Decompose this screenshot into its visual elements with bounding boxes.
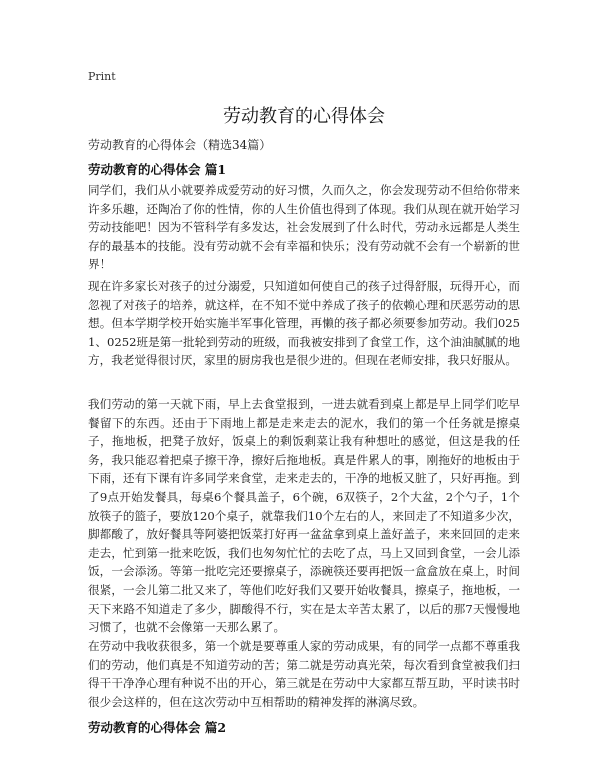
print-link[interactable]: Print	[88, 70, 116, 83]
section-heading-1: 劳动教育的心得体会 篇1	[88, 162, 227, 177]
document-subtitle: 劳动教育的心得体会（精选34篇）	[88, 138, 272, 152]
paragraph: 现在许多家长对孩子的过分溺爱，只知道如何使自己的孩子过得舒服，玩得开心，而忽视了对孩子的培养，就这样，在不知不觉中养成了孩子的依赖心理和厌恶劳动的思想。但本学期学校开始实施半军事化管理，再懒的孩子都必须要参加劳动。我们0251、0252班是第一批轮到劳动的班级，而我被安排到了食堂工作，这个油油腻腻的地方，我老觉得很讨厌，家里的厨房我也是很少进的。但现在老师安排，我只好服从。	[88, 279, 520, 368]
paragraph: 我们劳动的第一天就下雨，早上去食堂报到，一进去就看到桌上都是早上同学们吃早餐留下的东西。还由于下雨地上都是走来走去的泥水，我们的第一个任务就是擦桌子，拖地板，把凳子放好，饭桌上的剩饭剩菜让我有种想吐的感觉，但这是我的任务，我只能忍着把桌子擦干净，擦好后拖地板。真是件累人的事，刚拖好的地板由于下雨，还有下课有许多同学来食堂，走来走去的，干净的地板又脏了，只好再拖。到了9点开始发餐具，每桌6个餐具盖子，6个碗，6双筷子，2个大盆，2个勺子，1个放筷子的篮子，要放120个桌子，就靠我们10个左右的人，来回走了不知道多少次，脚都酸了，放好餐具等阿婆把饭菜打好再一盆盆拿到桌上盖好盖子，来来回回的走来走去，忙到第一批来吃饭，我们也匆匆忙忙的去吃了点，马上又回到食堂，一会儿添饭，一会添汤。等第一批吃完还要擦桌子，添碗筷还要再把饭一盒盒放在桌上，时间很紧，一会儿第二批又来了，等他们吃好我们又要开始收餐具，擦桌子，拖地板，一天下来路不知道走了多少，脚酸得不行，实在是太辛苦太累了，以后的那7天慢慢地习惯了，也就不会像第一天那么累了。	[88, 397, 520, 635]
paragraph: 在劳动中我收获很多，第一个就是要尊重人家的劳动成果，有的同学一点都不尊重我们的劳动，他们真是不知道劳动的苦；第二就是劳动真光荣，每次看到食堂被我们扫得干干净净心理有种说不出的开心，第三就是在劳动中大家都互帮互助，平时读书时很少会这样的，但在这次劳动中互相帮助的精神发挥的淋漓尽致。	[88, 639, 520, 709]
paragraph: 同学们，我们从小就要养成爱劳动的好习惯，久而久之，你会发现劳动不但给你带来许多乐趣，还陶冶了你的性情，你的人生价值也得到了体现。我们从现在就开始学习劳动技能吧！因为不管科学有多发达，社会发展到了什么时代，劳动永远都是人类生存的最基本的技能。没有劳动就不会有幸福和快乐；没有劳动就不会有一个崭新的世界！	[88, 183, 520, 272]
section-heading-2: 劳动教育的心得体会 篇2	[88, 720, 227, 735]
page-title: 劳动教育的心得体会	[223, 106, 385, 127]
